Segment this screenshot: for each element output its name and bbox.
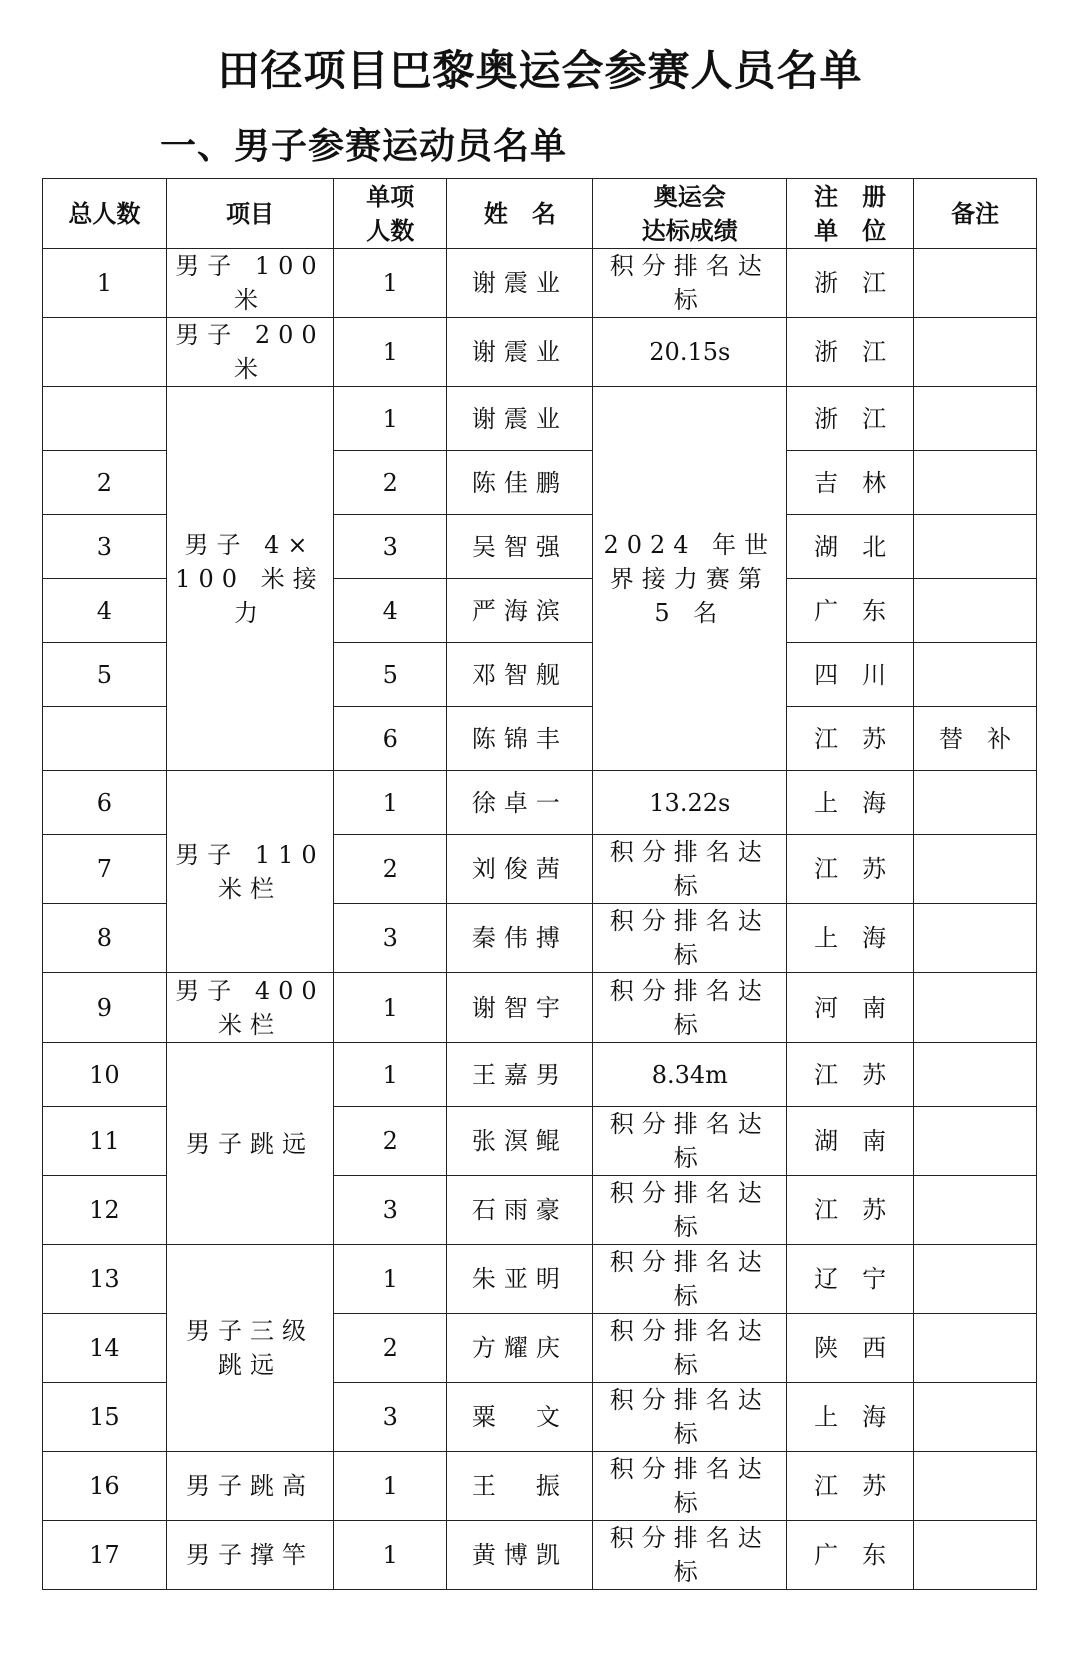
header-qualification <box>593 179 787 249</box>
cell-total: 4 <box>43 579 167 643</box>
header-name: 姓 名 <box>447 179 593 249</box>
cell-name: 粟 文 <box>447 1383 593 1452</box>
header-event-count-line2: 人数 <box>366 216 415 245</box>
cell-qualification: 积分排名达标 <box>593 904 787 973</box>
header-qualification-line2: 达标成绩 <box>641 216 738 245</box>
cell-unit: 江 苏 <box>787 835 914 904</box>
cell-note: 替 补 <box>914 707 1037 771</box>
cell-unit: 上 海 <box>787 1383 914 1452</box>
cell-count: 3 <box>334 1383 447 1452</box>
cell-count: 2 <box>334 1107 447 1176</box>
cell-note <box>914 249 1037 318</box>
cell-event: 男子 400 米栏 <box>166 973 333 1043</box>
cell-event: 男子 100 米 <box>166 249 333 318</box>
cell-unit: 湖 北 <box>787 515 914 579</box>
cell-total: 15 <box>43 1383 167 1452</box>
cell-unit: 上 海 <box>787 904 914 973</box>
cell-name: 谢震业 <box>447 249 593 318</box>
cell-qualification: 积分排名达标 <box>593 249 787 318</box>
table-row <box>43 771 1037 835</box>
cell-note <box>914 451 1037 515</box>
cell-total: 14 <box>43 1314 167 1383</box>
cell-qualification: 积分排名达标 <box>593 835 787 904</box>
cell-count: 1 <box>334 1043 447 1107</box>
cell-total: 16 <box>43 1452 167 1521</box>
table-row <box>43 249 1037 318</box>
cell-unit: 江 苏 <box>787 1176 914 1245</box>
cell-note <box>914 515 1037 579</box>
header-event-count <box>334 179 447 249</box>
cell-note <box>914 579 1037 643</box>
cell-note <box>914 1314 1037 1383</box>
cell-total: 5 <box>43 643 167 707</box>
cell-qualification: 8.34m <box>593 1043 787 1107</box>
cell-qualification: 积分排名达标 <box>593 1314 787 1383</box>
cell-count: 1 <box>334 1452 447 1521</box>
cell-note <box>914 1107 1037 1176</box>
cell-unit: 江 苏 <box>787 1043 914 1107</box>
cell-name: 谢震业 <box>447 318 593 387</box>
section-title: 一、男子参赛运动员名单 <box>160 126 568 167</box>
cell-name: 秦伟搏 <box>447 904 593 973</box>
cell-count: 2 <box>334 835 447 904</box>
cell-count: 1 <box>334 387 447 451</box>
cell-name: 陈锦丰 <box>447 707 593 771</box>
cell-total: 2 <box>43 451 167 515</box>
cell-total: 1 <box>43 249 167 318</box>
cell-unit: 广 东 <box>787 579 914 643</box>
cell-qualification: 积分排名达标 <box>593 1521 787 1590</box>
cell-total: 7 <box>43 835 167 904</box>
cell-event: 男子撑竿 <box>166 1521 333 1590</box>
header-total: 总人数 <box>43 179 167 249</box>
table-row <box>43 1043 1037 1107</box>
document-title: 田径项目巴黎奥运会参赛人员名单 <box>217 46 863 95</box>
cell-total: 9 <box>43 973 167 1043</box>
cell-count: 1 <box>334 1245 447 1314</box>
cell-qualification: 积分排名达标 <box>593 1245 787 1314</box>
header-event-count-line1: 单项 <box>366 182 415 211</box>
cell-total: 13 <box>43 1245 167 1314</box>
cell-count: 3 <box>334 904 447 973</box>
cell-name: 朱亚明 <box>447 1245 593 1314</box>
table-row <box>43 973 1037 1043</box>
cell-event: 男子三级跳远 <box>166 1245 333 1452</box>
cell-unit: 浙 江 <box>787 249 914 318</box>
cell-total <box>43 318 167 387</box>
cell-qualification: 2024 年世界接力赛第 5 名 <box>593 387 787 771</box>
cell-note <box>914 1245 1037 1314</box>
cell-note <box>914 643 1037 707</box>
cell-total: 12 <box>43 1176 167 1245</box>
cell-note <box>914 771 1037 835</box>
cell-total: 6 <box>43 771 167 835</box>
cell-name: 张溟鲲 <box>447 1107 593 1176</box>
cell-unit: 浙 江 <box>787 387 914 451</box>
table-row <box>43 1452 1037 1521</box>
cell-total <box>43 707 167 771</box>
cell-count: 2 <box>334 451 447 515</box>
cell-name: 谢智宇 <box>447 973 593 1043</box>
cell-note <box>914 318 1037 387</box>
cell-event: 男子 200 米 <box>166 318 333 387</box>
cell-note <box>914 835 1037 904</box>
cell-total: 8 <box>43 904 167 973</box>
cell-note <box>914 387 1037 451</box>
cell-total: 11 <box>43 1107 167 1176</box>
cell-total: 3 <box>43 515 167 579</box>
cell-count: 1 <box>334 771 447 835</box>
cell-name: 王嘉男 <box>447 1043 593 1107</box>
cell-unit: 吉 林 <box>787 451 914 515</box>
cell-qualification: 积分排名达标 <box>593 1176 787 1245</box>
cell-unit: 浙 江 <box>787 318 914 387</box>
table-row <box>43 1521 1037 1590</box>
cell-qualification: 积分排名达标 <box>593 973 787 1043</box>
cell-unit: 江 苏 <box>787 1452 914 1521</box>
table-header-row <box>43 179 1037 249</box>
cell-unit: 陕 西 <box>787 1314 914 1383</box>
cell-name: 黄博凯 <box>447 1521 593 1590</box>
header-qualification-line1: 奥运会 <box>653 182 726 211</box>
cell-event: 男子 4× 100 米接力 <box>166 387 333 771</box>
cell-note <box>914 1383 1037 1452</box>
table-row <box>43 1245 1037 1314</box>
cell-unit: 广 东 <box>787 1521 914 1590</box>
cell-name: 刘俊茜 <box>447 835 593 904</box>
cell-qualification: 积分排名达标 <box>593 1107 787 1176</box>
header-event: 项目 <box>166 179 333 249</box>
cell-count: 1 <box>334 973 447 1043</box>
cell-note <box>914 1452 1037 1521</box>
cell-count: 1 <box>334 1521 447 1590</box>
cell-unit: 四 川 <box>787 643 914 707</box>
header-unit-line1: 注 册 <box>814 182 887 211</box>
cell-unit: 河 南 <box>787 973 914 1043</box>
cell-unit: 辽 宁 <box>787 1245 914 1314</box>
table-row <box>43 318 1037 387</box>
cell-unit: 湖 南 <box>787 1107 914 1176</box>
cell-note <box>914 1521 1037 1590</box>
cell-count: 3 <box>334 515 447 579</box>
cell-event: 男子跳远 <box>166 1043 333 1245</box>
cell-name: 陈佳鹏 <box>447 451 593 515</box>
cell-event: 男子跳高 <box>166 1452 333 1521</box>
cell-unit: 上 海 <box>787 771 914 835</box>
cell-count: 4 <box>334 579 447 643</box>
table-row <box>43 387 1037 451</box>
cell-name: 徐卓一 <box>447 771 593 835</box>
cell-name: 方耀庆 <box>447 1314 593 1383</box>
cell-name: 严海滨 <box>447 579 593 643</box>
cell-total: 10 <box>43 1043 167 1107</box>
cell-count: 2 <box>334 1314 447 1383</box>
cell-note <box>914 904 1037 973</box>
cell-name: 邓智舰 <box>447 643 593 707</box>
cell-count: 5 <box>334 643 447 707</box>
cell-unit: 江 苏 <box>787 707 914 771</box>
cell-qualification: 13.22s <box>593 771 787 835</box>
cell-total: 17 <box>43 1521 167 1590</box>
cell-count: 1 <box>334 249 447 318</box>
cell-qualification: 20.15s <box>593 318 787 387</box>
cell-count: 3 <box>334 1176 447 1245</box>
cell-name: 石雨豪 <box>447 1176 593 1245</box>
cell-qualification: 积分排名达标 <box>593 1452 787 1521</box>
cell-name: 谢震业 <box>447 387 593 451</box>
header-note: 备注 <box>914 179 1037 249</box>
athlete-table <box>42 178 1037 1590</box>
cell-name: 吴智强 <box>447 515 593 579</box>
header-unit-line2: 单 位 <box>814 216 887 245</box>
cell-total <box>43 387 167 451</box>
cell-note <box>914 973 1037 1043</box>
cell-name: 王 振 <box>447 1452 593 1521</box>
cell-count: 6 <box>334 707 447 771</box>
cell-qualification: 积分排名达标 <box>593 1383 787 1452</box>
cell-note <box>914 1043 1037 1107</box>
header-unit <box>787 179 914 249</box>
cell-count: 1 <box>334 318 447 387</box>
cell-event: 男子 110 米栏 <box>166 771 333 973</box>
cell-note <box>914 1176 1037 1245</box>
